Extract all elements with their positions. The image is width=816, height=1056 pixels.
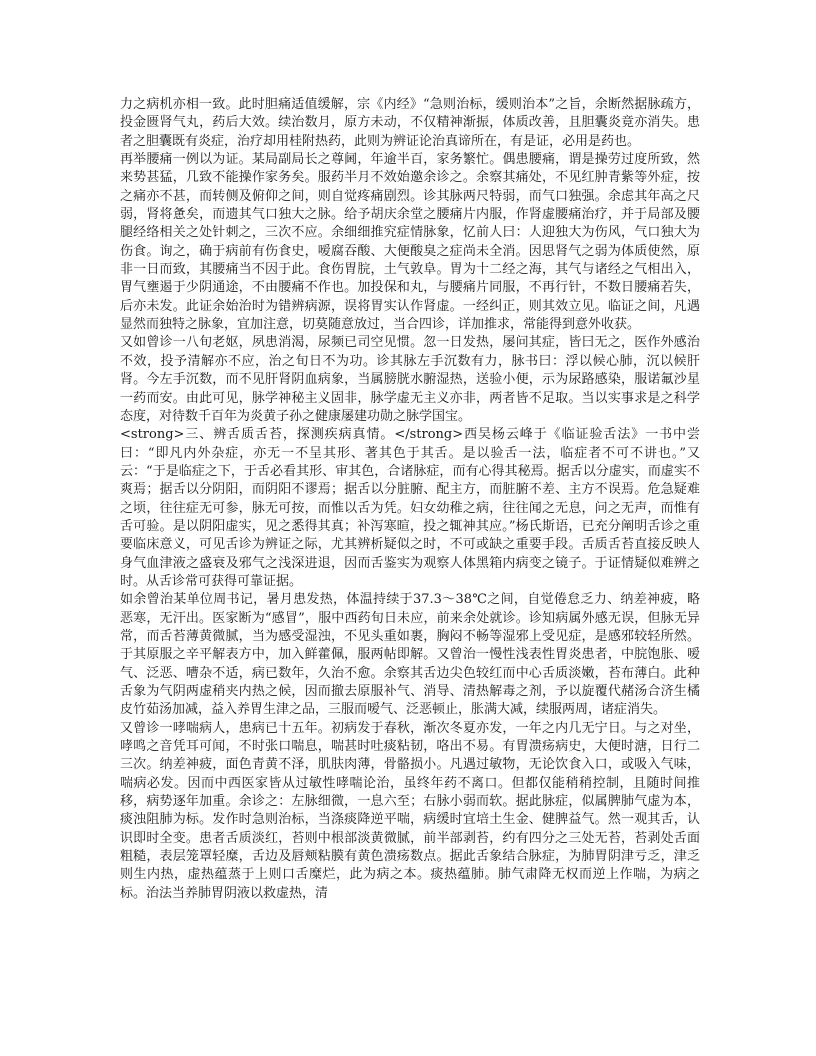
paragraph-3: 又如曾诊一八旬老妪，夙患消渴，尿频已司空见惯。忽一日发热，屡问其症，皆曰无之，医作外感治不效，投予清解亦不应，治之旬日不为功。诊其脉左手沉数有力，脉书曰：浮以候心肺，沉以候肝肾。今左手沉数，而不见肝肾阴血病象，当属膀胱水腑湿热，送验小便，示为尿路感染，服诺氟沙星一药而安。由此可见，脉学神秘主义固非，脉学虚无主义亦非，两者皆不足取。当以实事求是之科学态度，对待数千百年为炎黄子孙之健康屡建功勋之脉学国宝。 xyxy=(120,335,700,424)
paragraph-1: 力之病机亦相一致。此时胆痛适值缓解，宗《内经》“急则治标，缓则治本”之旨，余断然据脉疏方，投金匮肾气丸，药后大效。续治数月，原方未动，不仅精神渐振，体质改善，且胆囊炎竟亦消失。患者之胆囊既有炎症，治疗却用桂附热药，此则为辨证论治真谛所在，有是证，必用是药也。 xyxy=(120,97,700,149)
paragraph-4: <strong>三、辨舌质舌苔，探测疾病真情。</strong>西吴杨云峰于《临证验舌法》一书中尝曰：“即凡内外杂症，亦无一不呈其形、著其色于其舌。是以验舌一法，临症者不可不讲也。”又云：“于是临症之下，于舌必看其形、审其色，合诸脉症，而有心得其秘焉。据舌以分虚实，而虚实不爽焉；据舌以分阴阳，而阴阳不谬焉；据舌以分脏腑、配主方，而脏腑不差、主方不误焉。危急疑难之顷，往往症无可参，脉无可按，而惟以舌为凭。妇女幼稚之病，往往闻之无息，问之无声，而惟有舌可验。是以阴阳虚实，见之悉得其真；补泻寒暄，投之辄神其应。”杨氏斯语，已充分阐明舌诊之重要临床意义，可见舌诊为辨证之际，尤其辨析疑似之时，不可或缺之重要手段。舌质舌苔直接反映人身气血津液之盛衰及邪气之浅深进退，因而舌鉴实为观察人体黑箱内病变之镜子。于证情疑似难辨之时。从舌诊常可获得可靠证据。 xyxy=(120,427,700,589)
document-body xyxy=(120,96,700,903)
paragraph-5: 如余曾治某单位周书记，暑月患发热，体温持续于37.3～38℃之间，自觉倦怠乏力、纳差神疲，略恶寒，无汗出。医家断为“感冒”，服中西药旬日未应，前来余处就诊。诊知病属外感无误，但脉无异常，而舌苔薄黄微腻，当为感受湿浊，不见头重如裹，胸闷不畅等湿邪上受见症，是感邪较轻所然。于其原服之辛平解表方中，加入鲜藿佩，服两帖即解。又曾治一慢性浅表性胃炎患者，中脘饱胀、嗳气、泛恶、嘈杂不适，病已数年，久治不愈。余察其舌边尖色较红而中心舌质淡嫩，苔布薄白。此种舌象为气阴两虚稍夹内热之候，因而撤去原服补气、消导、清热解毒之剂，予以旋覆代赭汤合济生橘皮竹茹汤加减，益入养胃生津之品，三服而嗳气、泛恶顿止，胀满大减，续服两周，诸症消失。 xyxy=(120,592,700,718)
paragraph-6: 又曾诊一哮喘病人，患病已十五年。初病发于春秋，渐次冬夏亦发，一年之内几无宁日。与之对坐，哮鸣之音凭耳可闻，不时张口喘息，喘甚时吐痰粘韧，咯出不易。有胃溃疡病史，大便时溏，日行二三次。纳差神疲，面色青黄不泽，肌肤肉薄，骨骼损小。凡遇过敏物，无论饮食入口，或吸入气味，喘病必发。因而中西医家皆从过敏性哮喘论治，虽终年药不离口。但都仅能稍稍控制，且随时间推移，病势逐年加重。余诊之：左脉细微，一息六至；右脉小弱而软。据此脉症，似属脾肺气虚为本，痰浊阻肺为标。发作时急则治标，当涤痰降逆平喘，病缓时宜培土生金、健脾益气。然一观其舌，认识即时全变。患者舌质淡红，苔则中根部淡黄微腻，前半部剥苔，约有四分之三处无苔，苔剥处舌面粗糙，表层笼罩轻糜，舌边及唇颊粘膜有黄色溃疡数点。据此舌象结合脉症，为肺胃阴津亏乏，津乏则生内热，虚热蕴蒸于上则口舌糜烂，此为病之本。痰热蕴肺。肺气肃降无权而逆上作喘，为病之标。治法当养肺胃阴液以救虚热，清 xyxy=(120,720,700,901)
paragraph-2: 再举腰痛一例以为证。某局副局长之尊阃，年逾半百，家务繁忙。偶患腰痛，谓是操劳过度所致，然来势甚猛，几致不能操作家务矣。服药半月不效始邀余诊之。余察其痛处，不见红肿青紫等外症，按之痛亦不甚，而转侧及俯仰之间，则自觉疼痛剧烈。诊其脉两尺特弱，而气口独强。余虑其年高之尺弱，肾将惫矣，而遗其气口独大之脉。给予胡庆余堂之腰痛片内服，作肾虚腰痛治疗，并于局部及腰腿经络相关之处针刺之，三次不应。余细细推究症情脉象，忆前人曰：人迎独大为伤风，气口独大为伤食。询之，确于病前有伤食史，嗳腐吞酸、大便酸臭之症尚未全消。因思肾气之弱为体质使然，原非一日而致，其腰痛当不因于此。食伤胃脘，土气敦阜。胃为十二经之海，其气与诸经之气相出入，胃气壅遏于少阴通途，不由腰痛不作也。加投保和丸，与腰痛片同服，不再行针，不数日腰痛若失，后亦未发。此证余始治时为错辨病源，误将胃实认作肾虚。一经纠正，则其效立见。临证之间，凡遇显然而独特之脉象，宜加注意，切莫随意放过，当合四诊，详加推求，常能得到意外收获。 xyxy=(120,152,700,333)
